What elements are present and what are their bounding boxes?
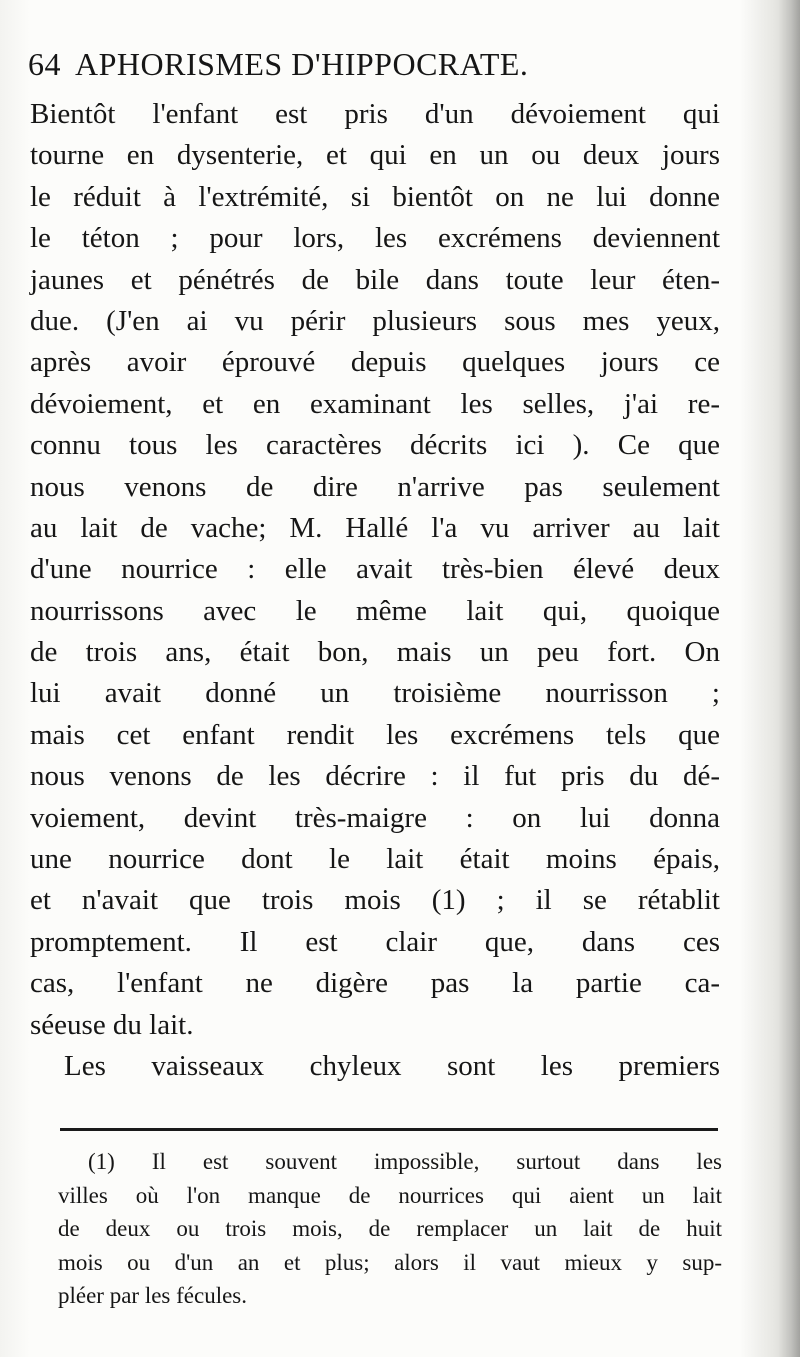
text-line: mais cet enfant rendit les excrémens tels que [30,718,720,751]
footnote-line: villes où l'on manque de nourrices qui aient un lait [58,1182,722,1208]
text-line: d'une nourrice : elle avait très-bien élevé deux [30,553,720,586]
footnote-line: de deux ou trois mois, de remplacer un lait de huit [58,1216,722,1241]
text-line: lui avait donné un troisième nourrisson ; [30,677,720,710]
running-title: APHORISMES D'HIPPOCRATE. [75,46,529,82]
text-line: due. (J'en ai vu périr plusieurs sous mes yeux, [30,304,720,337]
text-line: de trois ans, était bon, mais un peu fort. On [30,636,720,669]
footnote-line: (1) Il est souvent impossible, surtout dans les [88,1149,722,1174]
footnote-rule [60,1128,718,1131]
text-line: nourrissons avec le même lait qui, quoique [30,594,720,627]
footnote-line: mois ou d'un an et plus; alors il vaut mieux y sup- [58,1249,722,1275]
text-line: cas, l'enfant ne digère pas la partie ca- [30,967,720,1000]
page-spine-shadow [778,0,800,1357]
text-line: le réduit à l'extrémité, si bientôt on ne lui donne [30,180,720,213]
footnote [58,1145,722,1313]
text-line: promptement. Il est clair que, dans ces [30,925,720,958]
footnote-line: pléer par les fécules. [58,1283,248,1308]
text-line: le téton ; pour lors, les excrémens deviennent [30,222,720,255]
main-text [30,94,720,1087]
text-line: connu tous les caractères décrits ici ). Ce que [30,429,720,462]
text-line: nous venons de dire n'arrive pas seulement [30,470,720,503]
text-line: après avoir éprouvé depuis quelques jours ce [30,346,720,379]
text-line: jaunes et pénétrés de bile dans toute leur éten- [30,263,720,296]
text-line: au lait de vache; M. Hallé l'a vu arriver au lait [30,511,720,544]
text-line: Bientôt l'enfant est pris d'un dévoiement qui [30,98,720,130]
text-line: dévoiement, et en examinant les selles, j'ai re- [30,387,720,420]
text-line: une nourrice dont le lait était moins épais, [30,843,720,876]
text-line: séeuse du lait. [30,1008,194,1041]
text-line: tourne en dysenterie, et qui en un ou deux jours [30,139,720,172]
page-number: 64 [28,46,61,82]
running-header [28,42,728,86]
text-line: et n'avait que trois mois (1) ; il se rétablit [30,884,720,917]
text-line: voiement, devint très-maigre : on lui donna [30,801,720,834]
text-line: nous venons de les décrire : il fut pris du dé- [30,760,720,793]
text-line: Les vaisseaux chyleux sont les premiers [64,1049,720,1082]
